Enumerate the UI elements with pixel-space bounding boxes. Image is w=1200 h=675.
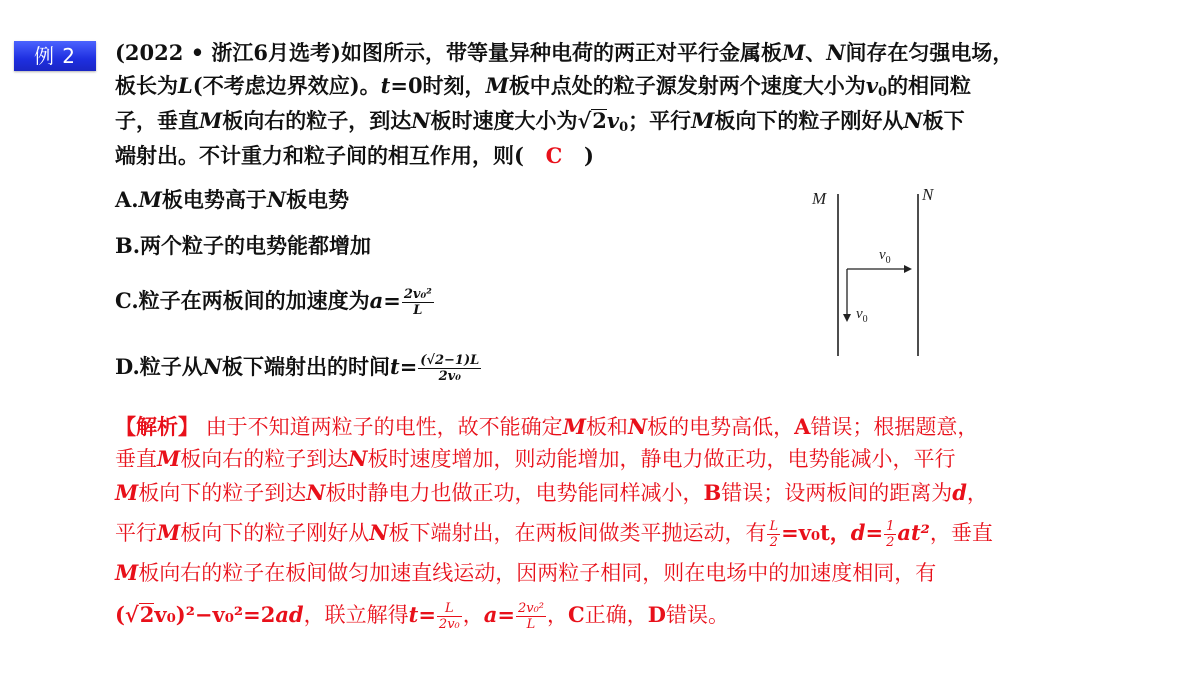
opt-d-t: t [389,354,400,379]
s5-a: 板向右的粒子在板间做匀加速直线运动，因两粒子相同，则在电场中的加速度相同，有 [138,561,937,585]
plates-diagram [800,180,960,360]
s4-e: ，垂直 [929,521,993,545]
s4-d: d [850,520,866,545]
s4-M: M [157,520,181,545]
s6-d: ， [547,603,569,627]
s2-b: 板向右的粒子到达 [180,447,349,471]
opt-a-post: 板电势 [286,187,350,212]
q3-v: v [606,108,620,133]
solution-heading: 【解析】 [115,414,199,439]
s4-f1-num: L [769,519,779,534]
s6-eq2: = [497,602,515,627]
opt-d-eq: = [399,354,418,379]
q3-M: M [199,108,223,133]
s1-a: 由于不知道两粒子的电性，故不能确定 [205,415,563,439]
q1-M: M [781,40,806,65]
question-line-3 [115,106,965,143]
q1-pre: (2022 • 浙江6月选考)如图所示，带等量异种电荷的两正对平行金属板 [115,40,782,65]
solution-line-6 [115,600,729,632]
example-badge: 例 2 [14,41,96,71]
opt-d-fraction [418,353,481,384]
solution-line-3 [115,478,988,508]
s4-b: 板向下的粒子刚好从 [180,521,370,545]
s2-c: 板时速度增加，则动能增加，静电力做正功，电势能减小，平行 [367,447,956,471]
s3-d: d [952,480,967,505]
s3-B: B [703,480,722,505]
q1-N: N [826,40,846,65]
q3-c: 板时速度大小为 [430,108,578,133]
solution-line-4 [115,518,993,550]
s6-eq: = [418,602,436,627]
velocity-right-head [904,265,912,273]
s6-frac-2 [516,601,546,632]
solution-line-5 [115,558,936,588]
v-right-label: $v_0$ [879,247,891,266]
option-d [115,352,482,384]
opt-c-pre: C.粒子在两板间的加速度为 [115,288,370,313]
s6-sqrt: 2 [139,602,155,627]
s6-f1-den: 2v₀ [438,617,460,632]
answer-mark: C [545,143,563,168]
q2-b: (不考虑边界效应)。 [192,73,381,98]
s4-N: N [369,520,389,545]
opt-d-mid: 板下端射出的时间 [221,354,390,379]
v-down-label: $v_0$ [856,306,868,325]
q3-f: 板下 [922,108,965,133]
s6-f: 错误。 [665,603,729,627]
s4-at: at² [897,520,930,545]
q2-M: M [485,73,509,98]
s4-eq1: =v₀t， [781,520,851,545]
s6-b: ，联立解得 [303,603,409,627]
opt-c-den: L [413,303,423,318]
s4-frac-1 [767,519,780,550]
s2-N: N [348,446,368,471]
q3-b: 板向右的粒子，到达 [222,108,412,133]
s1-N: N [627,414,648,439]
s1-b: 板和 [585,415,628,439]
q3-sub: 0 [619,120,629,135]
q3-e: 板向下的粒子刚好从 [714,108,904,133]
s4-f1-den: 2 [769,535,778,550]
opt-c-a: a [369,288,384,313]
s3-N: N [306,480,326,505]
s6-f2-den: L [526,617,536,632]
q2-t: t [380,73,391,98]
s3-c: 错误；设两板间的距离为 [721,481,953,505]
s2-M: M [157,446,181,471]
opt-d-pre: D.粒子从 [115,354,203,379]
q1-sep: 、 [805,40,827,65]
q1-post: 间存在匀强电场， [845,40,1014,65]
s4-frac-2 [884,519,896,550]
label-M: M [812,189,827,208]
q3-d: ；平行 [628,108,692,133]
q2-c: =0时刻， [390,73,486,98]
opt-a-mid: 板电势高于 [161,187,267,212]
opt-a-pre: A. [115,187,139,212]
q2-d: 板中点处的粒子源发射两个速度大小为 [508,73,866,98]
s6-ad: ad [275,602,304,627]
s6-t: t [408,602,419,627]
s6-D: D [647,602,666,627]
velocity-down-head [843,314,851,322]
s1-d: 错误；根据题意， [810,415,979,439]
q4-a: 端射出。不计重力和粒子间的相互作用，则( [115,143,524,168]
opt-d-den: 2v₀ [438,369,461,384]
question-line-2 [115,71,971,108]
s6-f1-num: L [437,601,462,617]
q3-M2: M [691,108,715,133]
s4-a: 平行 [115,521,157,545]
opt-d-num: (√2−1)L [420,353,480,368]
question-line-1 [115,38,1013,68]
label-N: N [922,185,934,204]
opt-a-N: N [266,187,287,212]
option-a [115,185,349,215]
opt-a-M: M [138,187,162,212]
q3-sqrt-sign: √ [577,108,592,133]
q3-sqrt: 2 [592,108,607,133]
s6-frac-1 [437,601,462,632]
s3-M: M [115,480,139,505]
opt-d-N: N [202,354,222,379]
s4-eq2: = [865,520,884,545]
s1-A: A [794,414,811,439]
opt-b: B.两个粒子的电势能都增加 [115,233,372,258]
s6-a: v₀)²−v₀²=2 [154,602,276,627]
s6-acc: a [483,602,498,627]
option-c [115,286,435,318]
s6-C: C [568,602,585,627]
s6-c: ， [462,603,484,627]
s4-f2-num: 1 [886,519,895,534]
q3-a: 子，垂直 [115,108,199,133]
q2-sub: 0 [878,85,888,100]
s6-open: (√ [115,602,139,627]
q4-b: ) [583,143,594,168]
s4-c: 板下端射出，在两板间做类平抛运动，有 [388,521,767,545]
s6-f2-num: 2v₀² [517,601,545,616]
q2-e: 的相同粒 [887,73,972,98]
s3-b: 板时静电力也做正功，电势能同样减小， [325,481,704,505]
s1-c: 板的电势高低， [647,415,795,439]
q3-N: N [411,108,431,133]
opt-c-fraction [402,287,434,318]
q2-a: 板长为 [115,73,178,98]
question-line-4 [115,141,594,171]
solution-line-2 [115,444,955,474]
option-b [115,231,371,261]
s1-M: M [562,414,586,439]
q2-L: L [178,73,193,98]
solution-line-1 [115,412,978,442]
q3-N2: N [903,108,923,133]
s2-a: 垂直 [115,447,157,471]
s5-M: M [115,560,139,585]
opt-c-num: 2v₀² [403,287,432,302]
s3-a: 板向下的粒子到达 [138,481,307,505]
s4-f2-den: 2 [886,535,895,550]
s3-e: ， [966,481,988,505]
q2-v: v [865,73,879,98]
s6-e: 正确， [584,603,648,627]
opt-c-eq: = [383,288,401,313]
